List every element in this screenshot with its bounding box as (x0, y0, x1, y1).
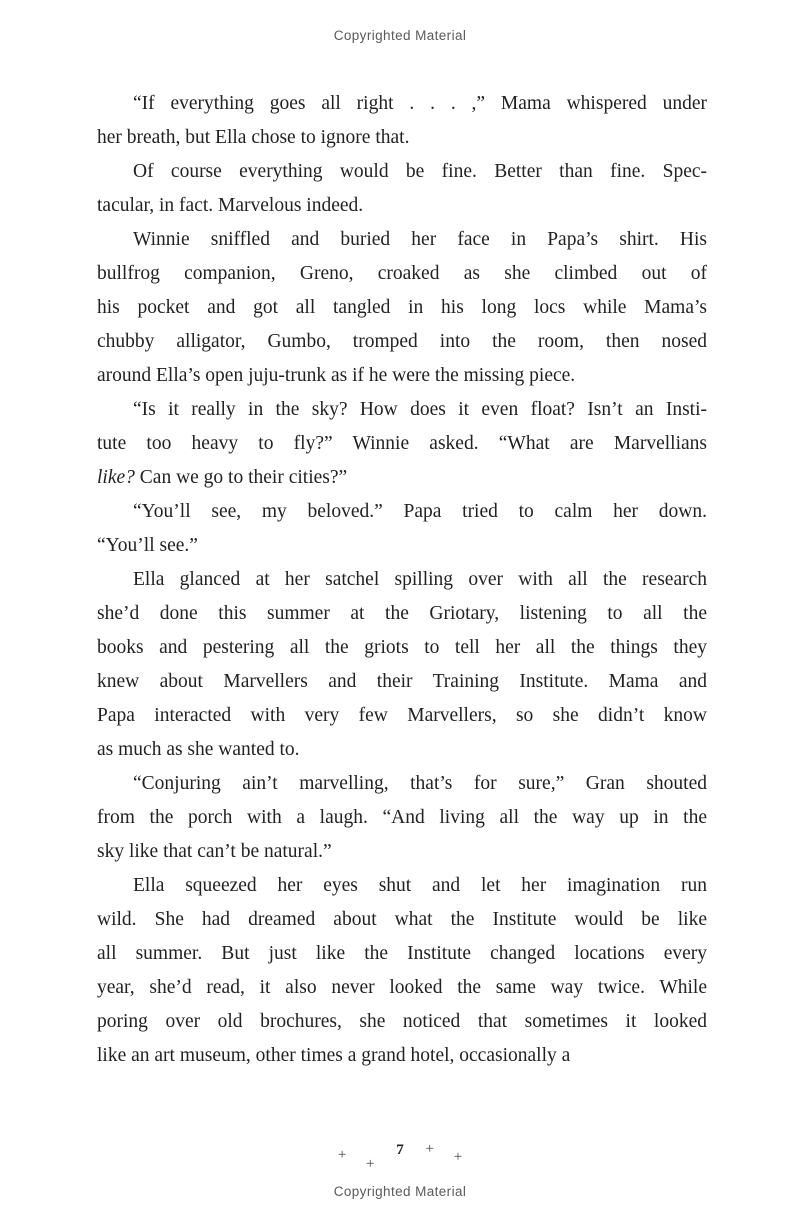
text-line: Of course everything would be fine. Better than fine. Spec- (133, 161, 707, 182)
text-line: bullfrog companion, Greno, croaked as she climbed out of (97, 263, 707, 284)
text-line: all summer. But just like the Institute changed locations every (97, 943, 707, 964)
text-line: “You’ll see, my beloved.” Papa tried to calm her down. (133, 501, 707, 522)
text-line: “Conjuring ain’t marvelling, that’s for sure,” Gran shouted (133, 773, 707, 794)
text-line: “You’ll see.” (97, 535, 198, 556)
text-line: Winnie sniffled and buried her face in Papa’s shirt. His (133, 229, 707, 250)
text-line: Ella squeezed her eyes shut and let her imagination run (133, 875, 707, 896)
text-line: wild. She had dreamed about what the Institute would be like (97, 909, 707, 930)
text-line: tute too heavy to fly?” Winnie asked. “What are Marvellians (97, 433, 707, 454)
copyright-notice-top: Copyrighted Material (333, 28, 467, 43)
text-line: Papa interacted with very few Marvellers, so she didn’t know (97, 705, 707, 726)
text-line: chubby alligator, Gumbo, tromped into the room, then nosed (97, 331, 707, 352)
text-line: she’d done this summer at the Griotary, listening to all the (97, 603, 707, 624)
ornament-plus-icon: + (453, 1149, 463, 1165)
text-line: Ella glanced at her satchel spilling over with all the research (133, 569, 707, 590)
text-line: “If everything goes all right . . . ,” Mama whispered under (133, 93, 707, 114)
text-line: sky like that can’t be natural.” (97, 841, 332, 862)
text-line (97, 461, 707, 495)
text-line: like an art museum, other times a grand hotel, occasionally a (97, 1045, 571, 1066)
text-line: books and pestering all the griots to tell her all the things they (97, 637, 707, 658)
page-footer (0, 1141, 800, 1172)
text-line: knew about Marvellers and their Training Institute. Mama and (97, 671, 707, 692)
text-line: year, she’d read, it also never looked the same way twice. While (97, 977, 707, 998)
text-line: “Is it really in the sky? How does it even float? Isn’t an Insti- (133, 399, 707, 420)
text-segment: Can we go to their cities?” (134, 467, 348, 488)
ornament-plus-icon: + (425, 1141, 434, 1157)
text-line: poring over old brochures, she noticed that sometimes it looked (97, 1011, 707, 1032)
body-text-block (97, 87, 707, 1073)
text-line: as much as she wanted to. (97, 739, 300, 760)
text-line: from the porch with a laugh. “And living all the way up in the (97, 807, 707, 828)
page-number: 7 (396, 1142, 404, 1158)
text-line: his pocket and got all tangled in his long locs while Mama’s (97, 297, 707, 318)
text-line: around Ella’s open juju-trunk as if he were the missing piece. (97, 365, 576, 386)
italic-text-segment: like? (97, 467, 135, 488)
text-line: her breath, but Ella chose to ignore that. (97, 127, 410, 148)
ornament-plus-icon: + (337, 1147, 347, 1163)
text-line: tacular, in fact. Marvelous indeed. (97, 195, 364, 216)
copyright-notice-bottom: Copyrighted Material (333, 1184, 467, 1199)
ornament-plus-icon: + (366, 1156, 375, 1172)
